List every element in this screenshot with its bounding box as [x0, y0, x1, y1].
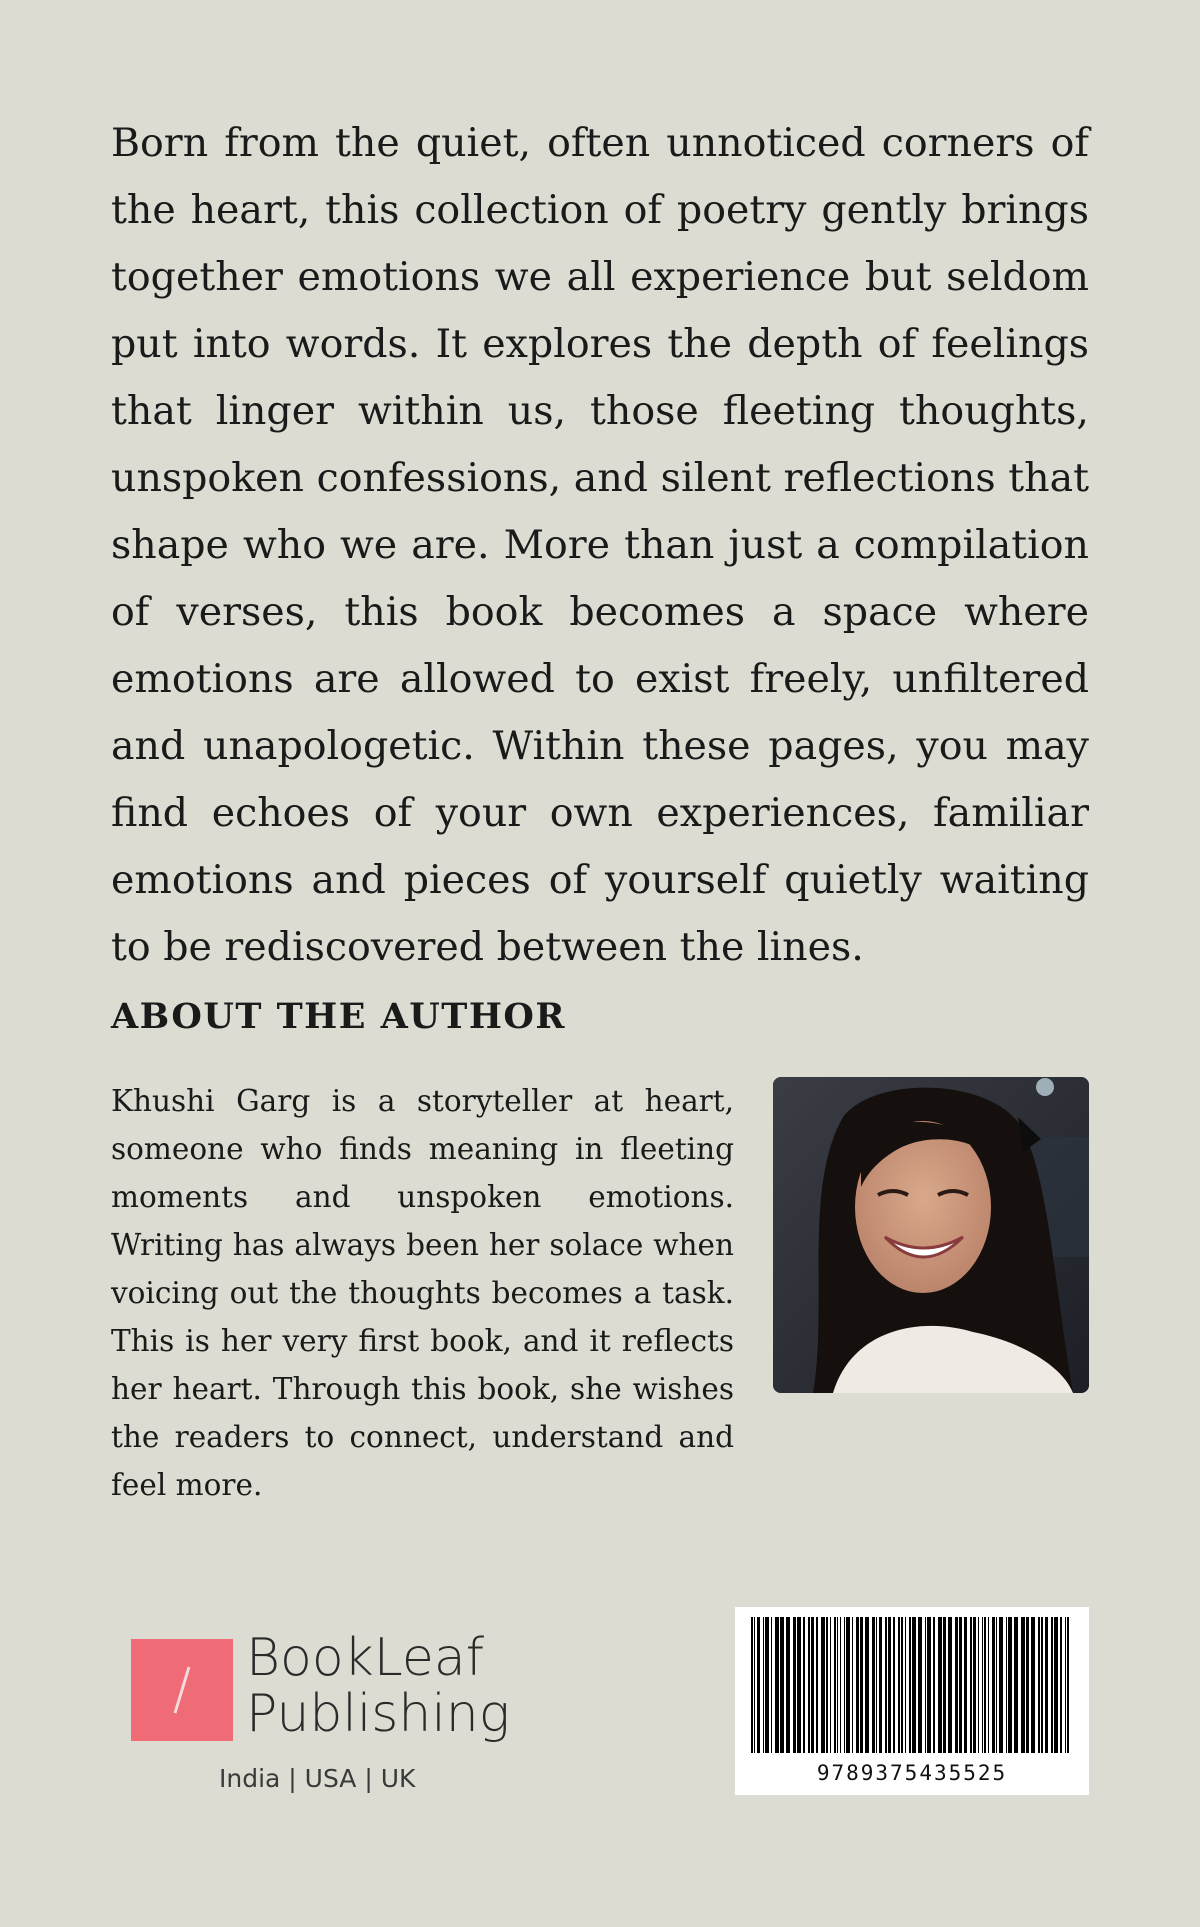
barcode-bar: [860, 1617, 863, 1753]
barcode-bar: [856, 1617, 859, 1753]
barcode-bar: [1021, 1617, 1025, 1753]
barcode-bar: [844, 1617, 845, 1753]
barcode-bar: [999, 1617, 1003, 1753]
barcode-bar: [834, 1617, 836, 1753]
barcode-bar: [1038, 1617, 1040, 1753]
barcode-bar: [885, 1617, 887, 1753]
isbn-number: 9789375435525: [816, 1761, 1008, 1785]
barcode-bar: [797, 1617, 801, 1753]
barcode-bar: [959, 1617, 962, 1753]
barcode-bar: [1060, 1617, 1062, 1753]
barcode-bar: [955, 1617, 958, 1753]
publisher-name: [246, 1630, 510, 1742]
barcode-bar: [996, 1617, 997, 1753]
barcode-bar: [918, 1617, 922, 1753]
barcode-bar: [970, 1617, 972, 1753]
barcode-bar: [927, 1617, 931, 1753]
barcode-bar: [1026, 1617, 1029, 1753]
barcode-bar: [780, 1617, 784, 1753]
barcode-bar: [775, 1617, 779, 1753]
barcode-bar: [793, 1617, 796, 1753]
barcode-bar: [1006, 1617, 1007, 1753]
book-blurb: Born from the quiet, often unnoticed corners of the heart, this collection of poetry gently brings together emotions we all experience but seldom put into words. It explores the depth of feelings that linger within us, those fleeting thoughts, unspoken confessions, and silent reflections that shape who we are. More than just a compilation of verses, this book becomes a space where emotions are allowed to exist freely, unfiltered and unapologetic. Within these pages, you may find echoes of your own experiences, familiar emotions and pieces of yourself quietly waiting to be rediscovered between the lines.: [111, 120, 1089, 970]
about-author-heading: ABOUT THE AUTHOR: [111, 996, 566, 1037]
barcode-bar: [1008, 1617, 1012, 1753]
barcode-bar: [872, 1617, 875, 1753]
barcode-bar: [771, 1617, 772, 1753]
barcode-bar: [948, 1617, 952, 1753]
barcode-bar: [830, 1617, 831, 1753]
barcode-bar: [933, 1617, 935, 1753]
publisher-regions: India | USA | UK: [219, 1764, 416, 1793]
barcode-bar: [837, 1617, 838, 1753]
barcode-bar: [1065, 1617, 1066, 1753]
barcode-bar: [826, 1617, 828, 1753]
barcode-bar: [888, 1617, 891, 1753]
publisher-name-line2: Publishing: [246, 1684, 510, 1744]
barcode-bar: [1067, 1617, 1069, 1753]
barcode-bar: [852, 1617, 853, 1753]
barcode-bar: [1054, 1617, 1058, 1753]
barcode-bar: [803, 1617, 805, 1753]
barcode-bar: [982, 1617, 983, 1753]
barcode-bar: [893, 1617, 895, 1753]
barcode-bar: [811, 1617, 814, 1753]
barcode-bar: [925, 1617, 926, 1753]
barcode-bar: [821, 1617, 825, 1753]
barcode-bar: [992, 1617, 995, 1753]
barcode-bar: [964, 1617, 967, 1753]
barcode-bar: [757, 1617, 760, 1753]
barcode-bar: [754, 1617, 755, 1753]
barcode-bar: [763, 1617, 764, 1753]
barcode-bar: [1045, 1617, 1048, 1753]
barcode-bar: [786, 1617, 790, 1753]
barcode-bar: [846, 1617, 850, 1753]
barcode-bar: [898, 1617, 900, 1753]
barcode-bar: [816, 1617, 818, 1753]
barcode-bar: [1051, 1617, 1053, 1753]
barcode-bar: [984, 1617, 986, 1753]
barcode-bar: [901, 1617, 903, 1753]
author-bio: Khushi Garg is a storyteller at heart, someone who finds meaning in fleeting moments and unspoken emotions. Writing has always been her solace when voicing out the thoughts becomes a task. This is her very first book, and it reflects her heart. Through this book, she wishes the readers to connect, understand and feel more.: [111, 1084, 734, 1502]
barcode-bar: [1014, 1617, 1018, 1753]
barcode-bar: [978, 1617, 979, 1753]
barcode-bar: [765, 1617, 769, 1753]
publisher-name-line1: BookLeaf: [246, 1628, 485, 1688]
barcode-bar: [973, 1617, 976, 1753]
barcode-bar: [879, 1617, 882, 1753]
barcode-bar: [751, 1617, 753, 1753]
barcode-bar: [865, 1617, 869, 1753]
isbn-barcode: [735, 1607, 1089, 1795]
barcode-bar: [905, 1617, 906, 1753]
barcode-bar: [912, 1617, 916, 1753]
barcode-bar: [943, 1617, 946, 1753]
barcode-bar: [876, 1617, 877, 1753]
barcode-bar: [1041, 1617, 1043, 1753]
barcode-bars: [749, 1617, 1075, 1753]
barcode-bar: [1031, 1617, 1035, 1753]
barcode-bar: [938, 1617, 942, 1753]
barcode-bar: [909, 1617, 911, 1753]
author-photo: [773, 1077, 1089, 1393]
barcode-bar: [988, 1617, 989, 1753]
leaf-slash-icon: [131, 1639, 233, 1741]
barcode-bar: [808, 1617, 810, 1753]
barcode-bar: [840, 1617, 841, 1753]
